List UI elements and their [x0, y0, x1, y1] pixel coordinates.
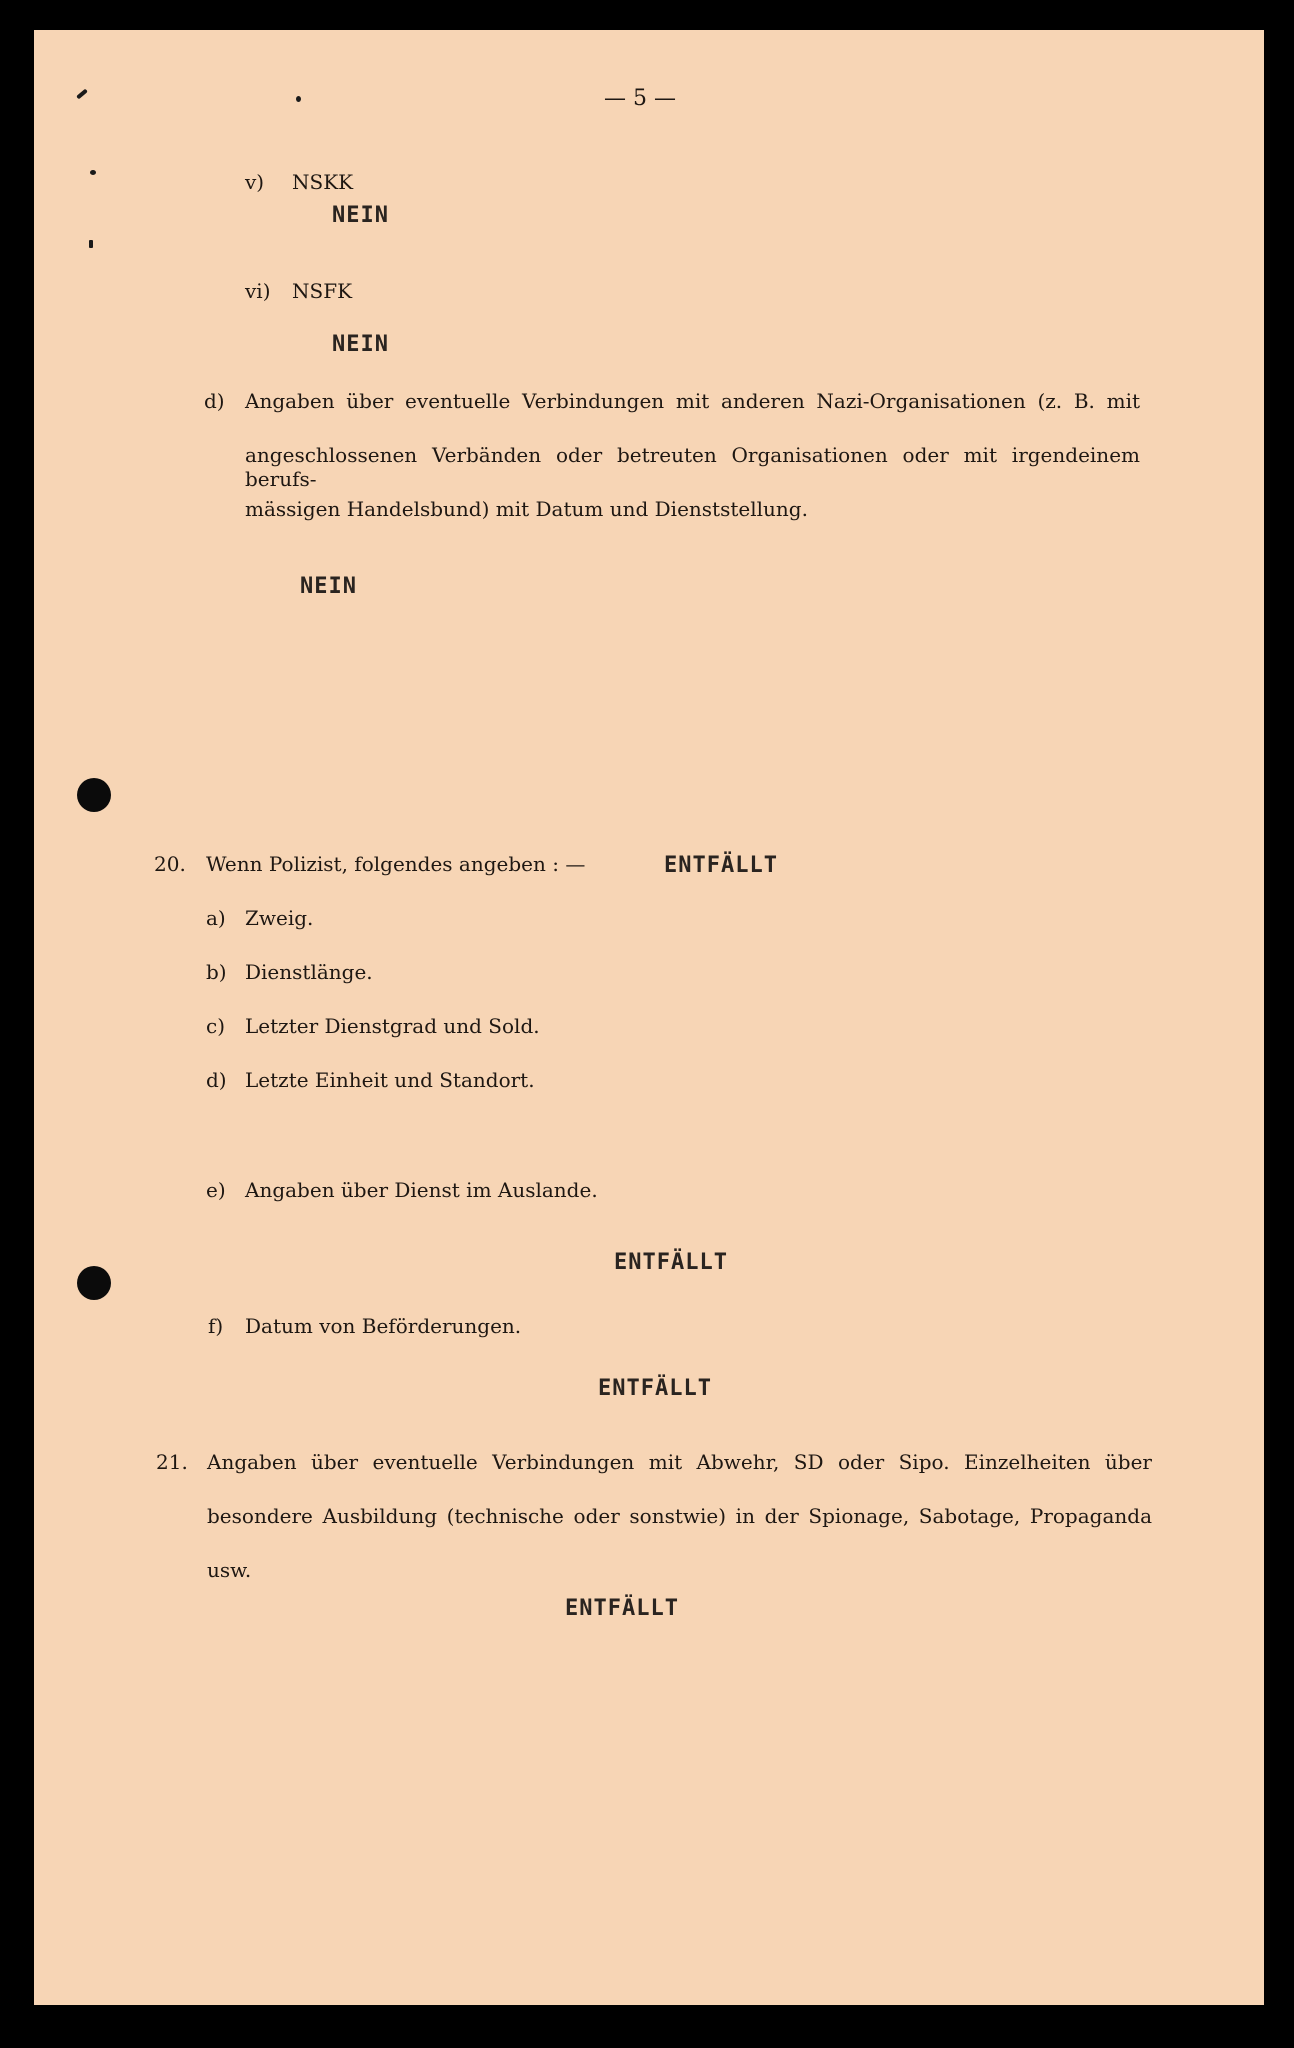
item-d-line1: Angaben über eventuelle Verbindungen mit anderen Nazi-Organisationen (z. B. mit — [245, 389, 1140, 413]
ink-dot — [296, 96, 301, 102]
q20-f-text: Datum von Beförderungen. — [245, 1314, 522, 1338]
punch-hole — [77, 778, 111, 812]
q20-e-answer: ENTFÄLLT — [614, 1250, 728, 1275]
q20-c-label: c) — [206, 1014, 226, 1038]
q20-d-text: Letzte Einheit und Standort. — [245, 1068, 535, 1092]
q20-e-label: e) — [206, 1178, 226, 1202]
q21-line3: usw. — [207, 1558, 252, 1582]
q20-a-text: Zweig. — [245, 906, 314, 930]
q20-e-text: Angaben über Dienst im Auslande. — [245, 1178, 598, 1202]
q21-line2: besondere Ausbildung (technische oder sonstwie) in der Spionage, Sabotage, Propaganda — [207, 1504, 1152, 1528]
item-vi-answer: NEIN — [332, 332, 389, 357]
item-d-answer: NEIN — [300, 574, 357, 599]
item-vi-text: NSFK — [292, 279, 353, 303]
item-v-text: NSKK — [292, 170, 354, 194]
item-d-line2: angeschlossenen Verbänden oder betreuten Organisationen oder mit irgendeinem berufs- — [245, 443, 1140, 491]
q20-number: 20. — [154, 852, 186, 876]
q20-b-text: Dienstlänge. — [245, 960, 373, 984]
q20-c-text: Letzter Dienstgrad und Sold. — [245, 1014, 540, 1038]
q21-number: 21. — [156, 1450, 188, 1474]
q20-answer: ENTFÄLLT — [664, 853, 778, 878]
item-v-answer: NEIN — [332, 203, 389, 228]
q21-answer: ENTFÄLLT — [565, 1596, 679, 1621]
pen-mark — [76, 89, 88, 100]
item-d-line3: mässigen Handelsbund) mit Datum und Dienststellung. — [245, 497, 808, 521]
q20-d-label: d) — [206, 1068, 227, 1092]
q20-text: Wenn Polizist, folgendes angeben : — — [206, 852, 586, 876]
q20-f-answer: ENTFÄLLT — [598, 1376, 712, 1401]
item-d-label: d) — [204, 389, 225, 413]
ink-dot — [90, 170, 96, 175]
q20-f-label: f) — [208, 1314, 224, 1338]
q20-b-label: b) — [206, 960, 227, 984]
q20-a-label: a) — [206, 906, 226, 930]
punch-hole — [77, 1266, 111, 1300]
document-page — [34, 30, 1264, 2005]
page-number: — 5 — — [604, 86, 676, 111]
item-vi-label: vi) — [245, 279, 271, 303]
q21-line1: Angaben über eventuelle Verbindungen mit Abwehr, SD oder Sipo. Einzelheiten über — [207, 1450, 1152, 1474]
ink-dot — [89, 240, 93, 248]
item-v-label: v) — [245, 170, 265, 194]
